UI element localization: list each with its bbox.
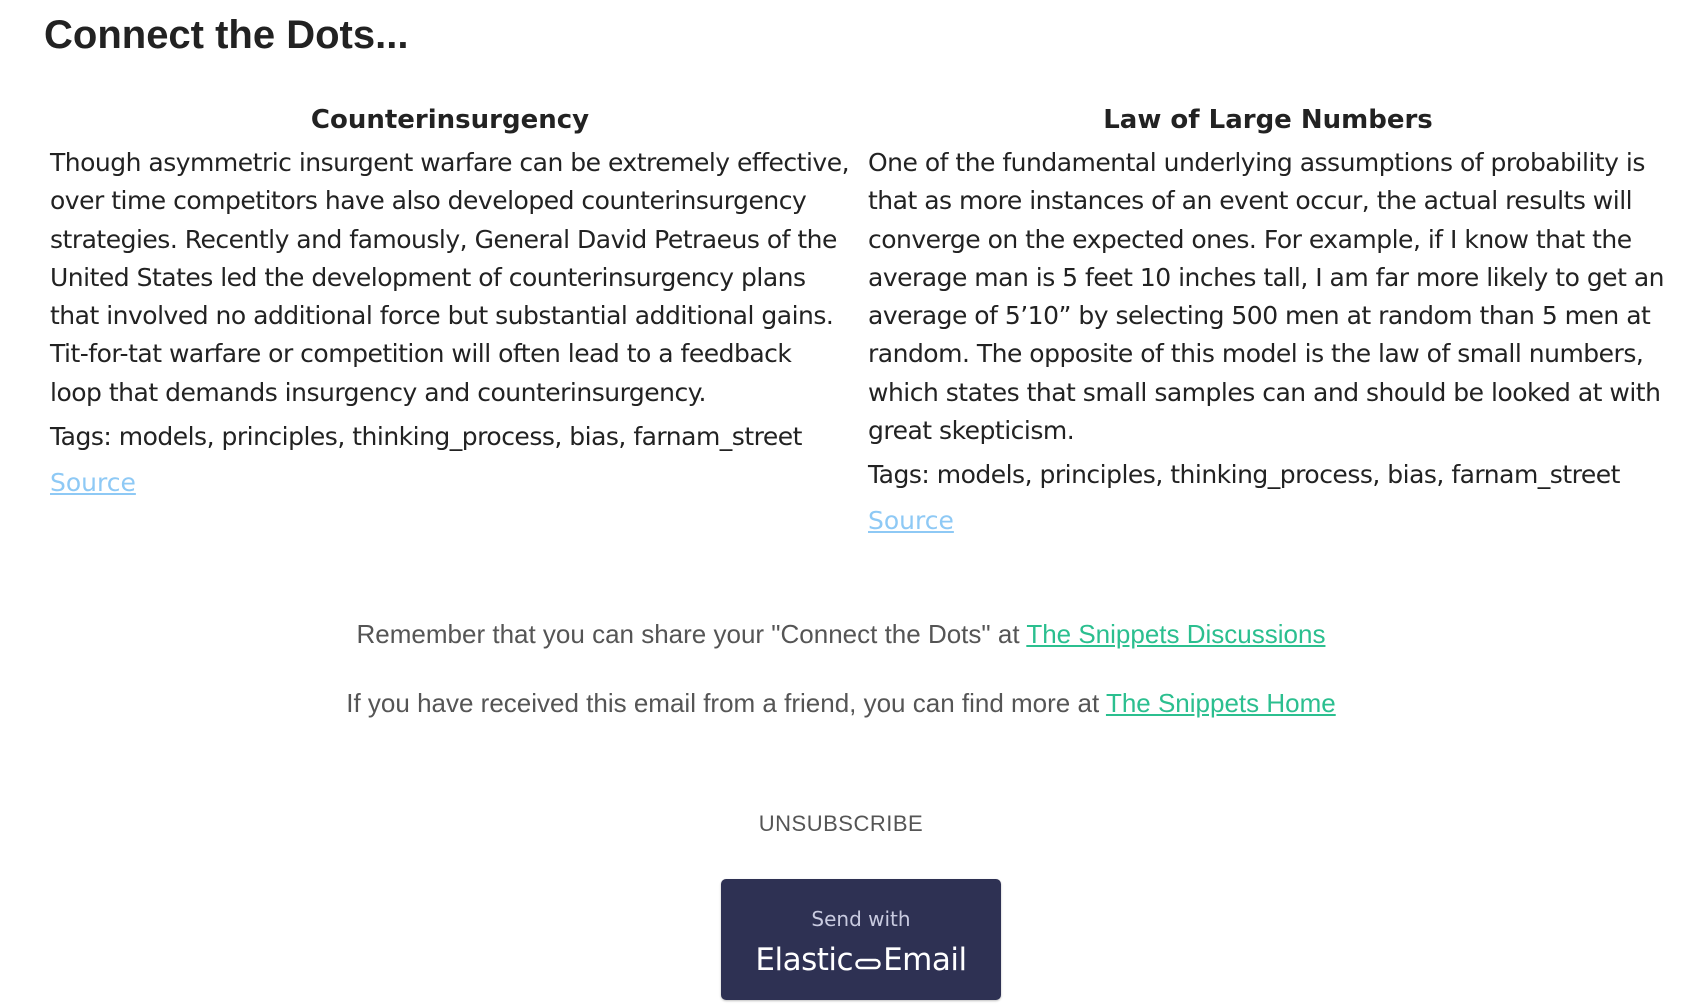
unsubscribe-link[interactable]: UNSUBSCRIBE: [758, 811, 924, 836]
snippet-tags: Tags: models, principles, thinking_process, bias, farnam_street: [50, 422, 802, 452]
snippets-discussions-link[interactable]: The Snippets Discussions: [1026, 619, 1326, 649]
snippet-card-counterinsurgency: [50, 102, 850, 502]
home-reminder-text: If you have received this email from a friend, you can find more at: [346, 688, 1106, 718]
snippet-title: Law of Large Numbers: [1103, 105, 1433, 135]
share-reminder-text: Remember that you can share your "Connect the Dots" at: [356, 619, 1027, 649]
badge-brand-right: Email: [883, 942, 967, 978]
snippet-card-law-of-large-numbers: [868, 102, 1668, 540]
badge-send-with: Send with: [811, 907, 911, 931]
snippet-text: One of the fundamental underlying assumptions of probability is that as more instances of an event occur, the actual results will converge on the expected ones. For example, if I know that the average man is 5 feet 10 inches tall, I am far more likely to get an average of 5’10” by selecting 500 men at random than 5 men at random. The opposite of this model is the law of small numbers, which states that small samples can and should be looked at with great skepticism.: [868, 148, 1664, 446]
snippets-home-link[interactable]: The Snippets Home: [1105, 688, 1336, 718]
snippet-text: Though asymmetric insurgent warfare can be extremely effective, over time competitors have also developed counterinsurgency strategies. Recently and famously, General David Petraeus of the United States led the development of counterinsurgency plans that involved no additional force but substantial additional gains. Tit-for-tat warfare or competition will often lead to a feedback loop that demands insurgency and counterinsurgency.: [50, 148, 850, 407]
badge-brand-left: Elastic: [755, 942, 854, 978]
elastic-email-badge[interactable]: [721, 879, 1001, 1000]
link-icon: [855, 941, 881, 979]
source-link[interactable]: Source: [868, 506, 954, 536]
source-link[interactable]: Source: [50, 468, 136, 498]
share-reminder: [0, 617, 1682, 651]
home-reminder: [0, 686, 1682, 720]
snippet-tags: Tags: models, principles, thinking_process, bias, farnam_street: [868, 460, 1620, 490]
page-title: Connect the Dots...: [44, 13, 409, 57]
badge-brand: [721, 941, 1001, 981]
snippet-title: Counterinsurgency: [310, 105, 590, 135]
